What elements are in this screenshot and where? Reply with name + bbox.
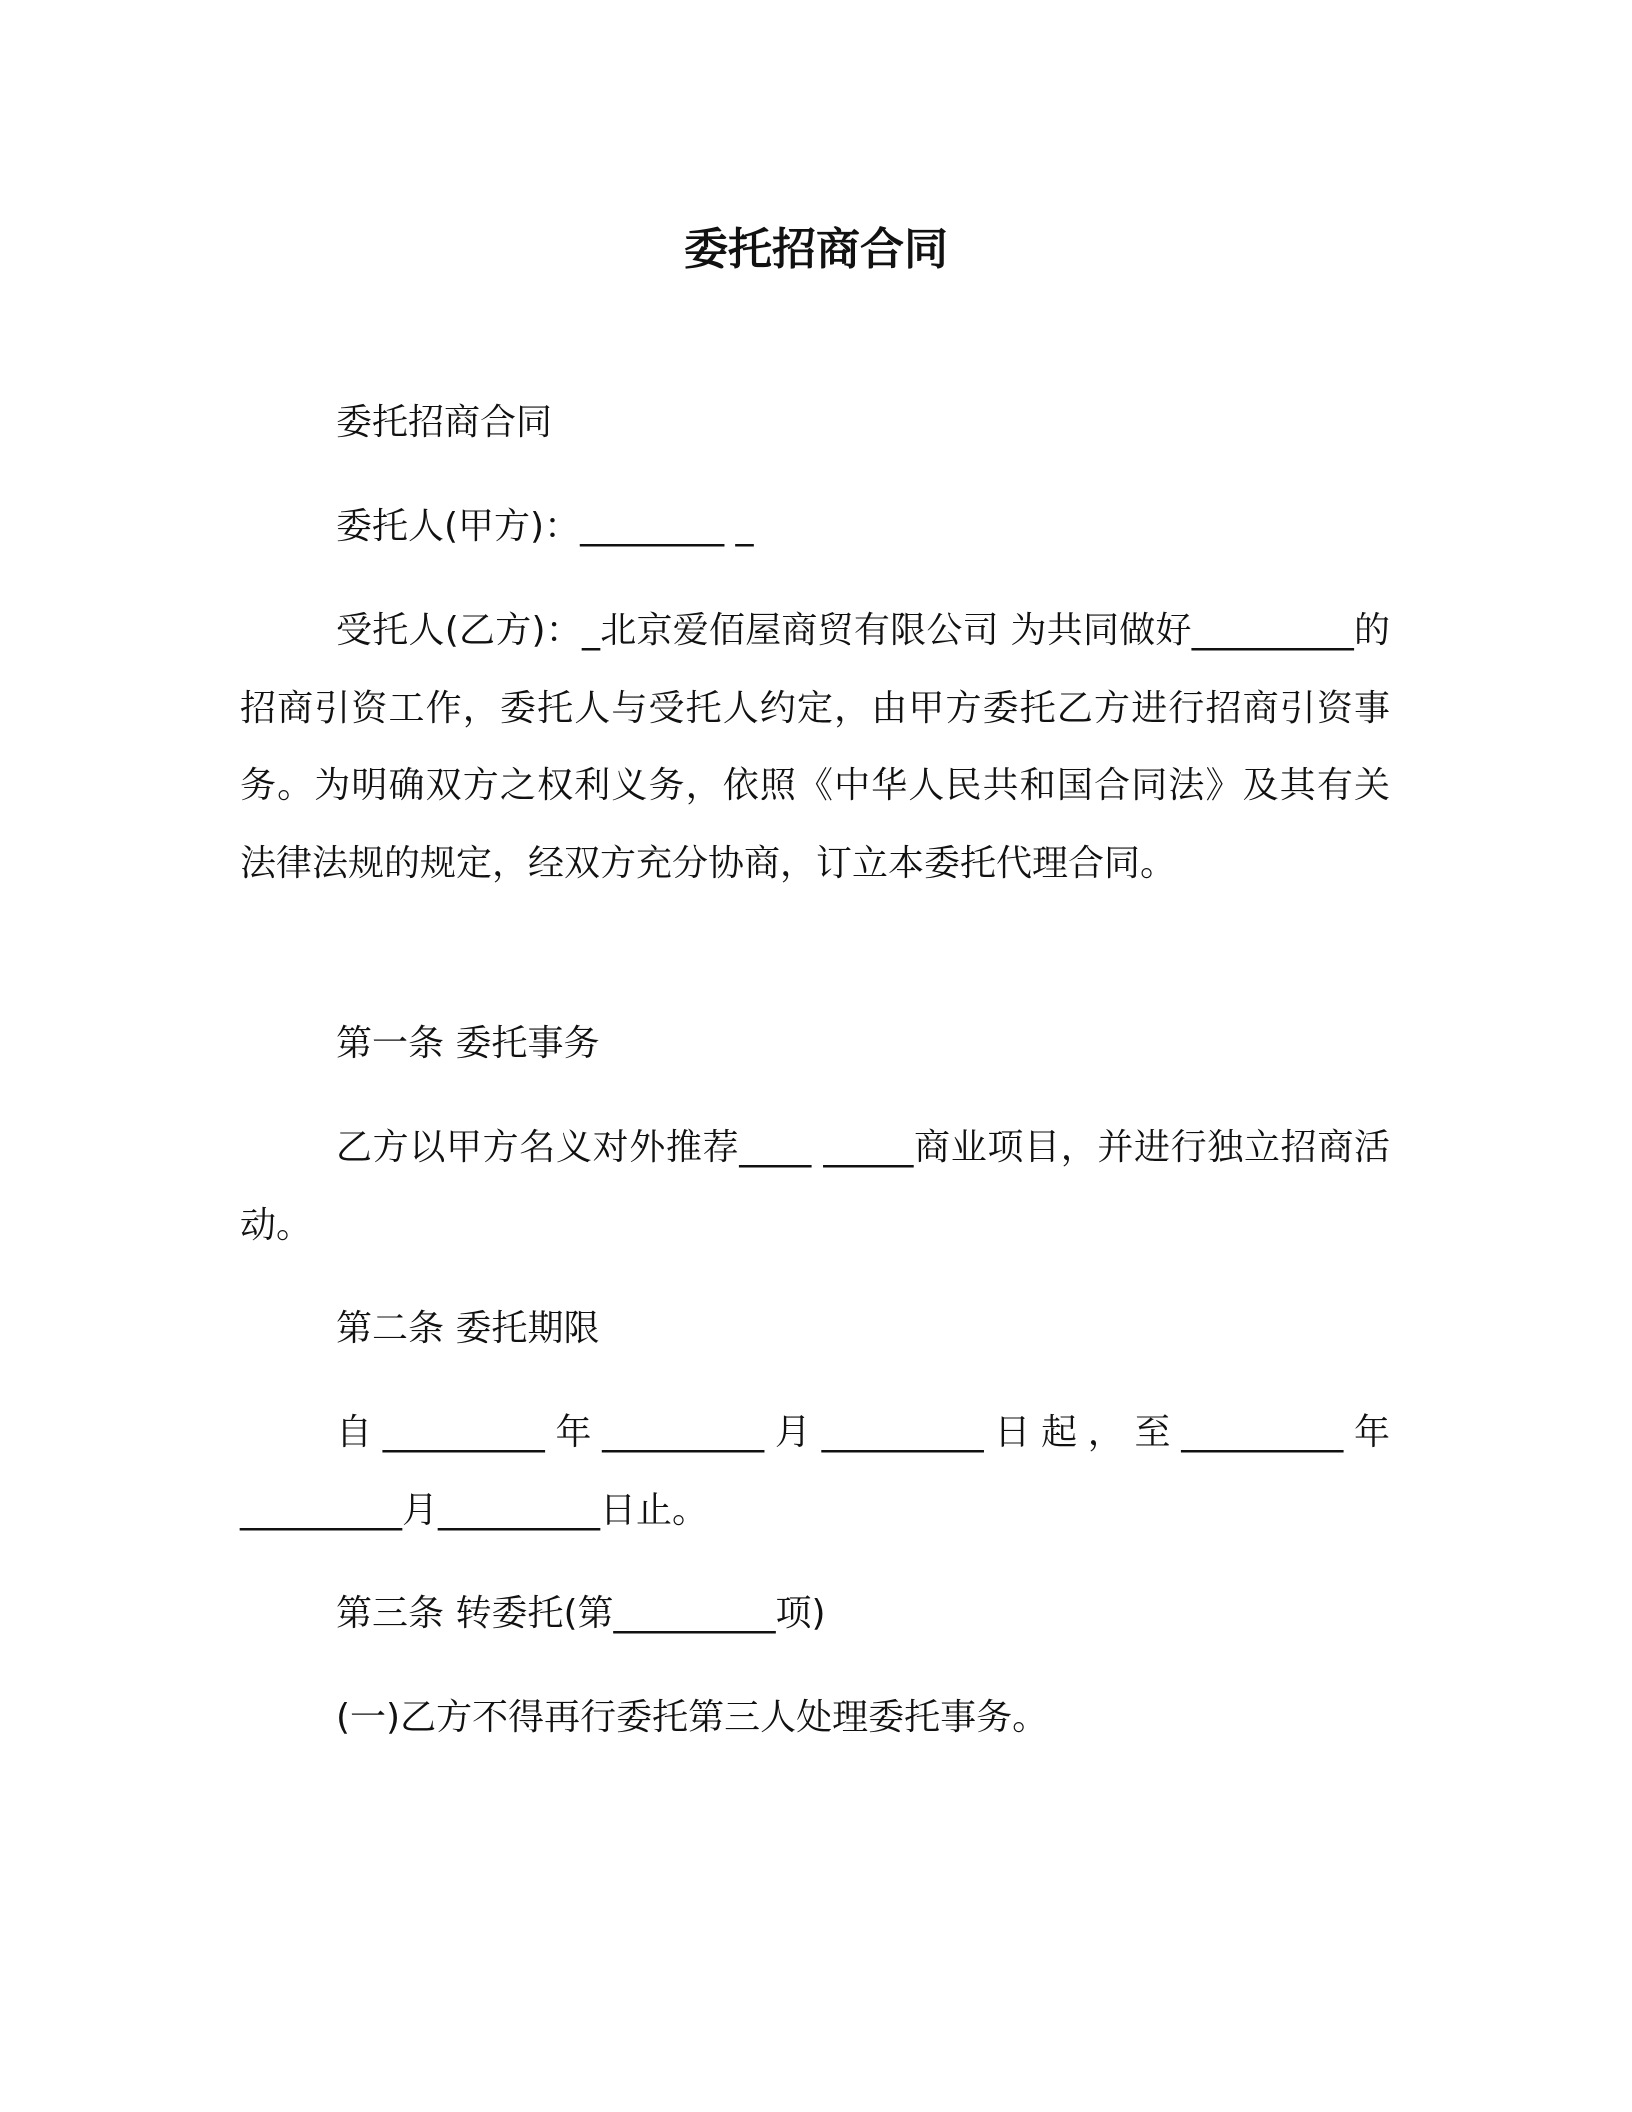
document-title: 委托招商合同	[684, 224, 948, 275]
party-b-paragraph: 受托人(乙方)：_北京爱佰屋商贸有限公司 为共同做好_________的招商引资工作，委托人与受托人约定，由甲方委托乙方进行招商引资事务。为明确双方之权利义务，依照《中华人民共和国合同法》及其有关法律法规的规定，经双方充分协商，订立本委托代理合同。	[240, 610, 1390, 884]
article-2-heading: 第二条 委托期限	[336, 1308, 600, 1349]
subtitle-paragraph: 委托招商合同	[336, 402, 553, 443]
article-3-heading: 第三条 转委托(第_________项)	[336, 1593, 826, 1634]
party-a-line: 委托人(甲方)：________ _	[336, 506, 754, 547]
article-1-heading: 第一条 委托事务	[336, 1023, 600, 1064]
article-3-item-1: (一)乙方不得再行委托第三人处理委托事务。	[336, 1697, 1049, 1738]
article-2-body: 自_________年_________月_________日起，至_________年_________月_________日止。	[240, 1412, 1390, 1531]
article-1-body: 乙方以甲方名义对外推荐____ _____商业项目，并进行独立招商活动。	[240, 1127, 1390, 1246]
